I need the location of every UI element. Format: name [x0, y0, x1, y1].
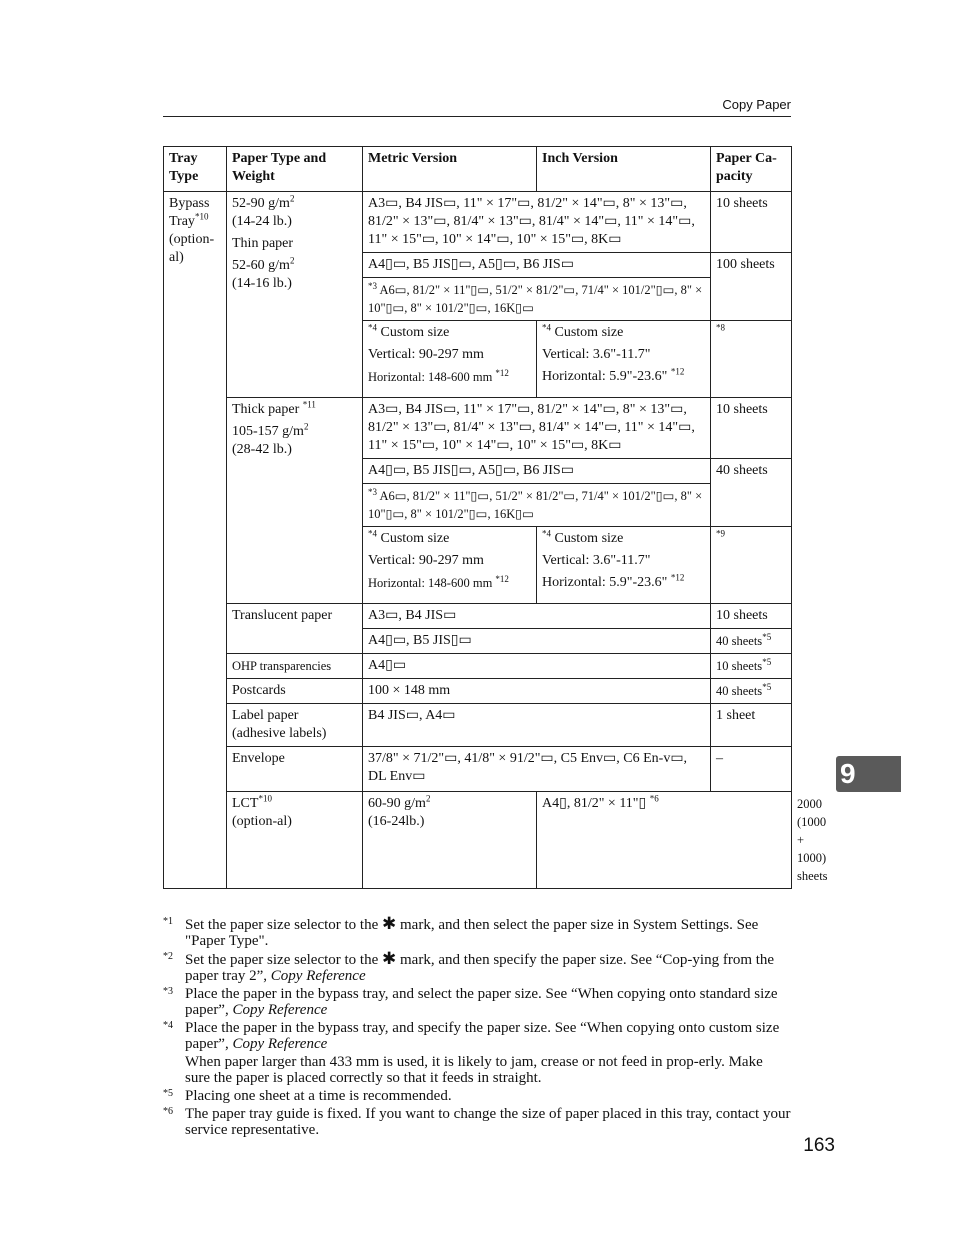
capacity-cell: 1 sheet	[711, 704, 792, 747]
metric-custom-cell: $^{*4}$ Custom size Vertical: 90-297 mm Horizontal: 148-600 mm $^{*12}$	[363, 321, 537, 398]
size-cell: A3▭, B4 JIS▭, 11" × 17"▭, 81/2" × 14"▭, 8" × 13"▭, 81/2" × 13"▭, 81/4" × 13"▭, 81/4" × 14"▭, 11" × 14"▭, 11" × 15"▭, 10" × 14"▭, 10" × 15"▭, 8K▭	[363, 192, 711, 253]
size-cell: A4▯▭, B5 JIS▯▭, A5▯▭, B6 JIS▭	[363, 253, 711, 278]
inch-custom-cell: $^{*4}$ Custom size Vertical: 3.6"-11.7" Horizontal: 5.9"-23.6" $^{*12}$	[537, 527, 711, 604]
paper-type-postcards: Postcards	[227, 679, 363, 704]
col-header-paper-type: Paper Type and Weight	[227, 147, 363, 192]
paper-type-thin: 52-90 $g/m^2$ (14-24 lb.) Thin paper 52-60 $g/m^2$ (14-16 lb.)	[227, 192, 363, 398]
paper-spec-table	[163, 146, 828, 889]
footnote: *2 Set the paper size selector to the ✱ mark, and then specify the paper size. See “Cop-ying from the paper tray 2”, Copy Reference	[163, 949, 775, 984]
footnote: *3 Place the paper in the bypass tray, and select the paper size. See “When copying onto standard size paper”, Copy Reference	[163, 986, 778, 1018]
paper-type-envelope: Envelope	[227, 747, 363, 792]
paper-type-ohp: OHP transparencies	[227, 654, 363, 679]
capacity-cell: 10 sheets	[711, 398, 792, 459]
footnote: *4 Place the paper in the bypass tray, and specify the paper size. See “When copying onto custom size paper”, Copy Reference	[163, 1020, 780, 1052]
capacity-cell: 40 sheets$^{*5}$	[711, 679, 792, 704]
capacity-cell: 10 sheets$^{*5}$	[711, 654, 792, 679]
table-row	[164, 604, 792, 629]
metric-custom-cell: $^{*4}$ Custom size Vertical: 90-297 mm Horizontal: 148-600 mm $^{*12}$	[363, 527, 537, 604]
table-row	[164, 679, 792, 704]
size-cell: 37/8" × 71/2"▭, 41/8" × 91/2"▭, C5 Env▭, C6 En-v▭, DL Env▭	[363, 747, 711, 792]
capacity-cell: 10 sheets	[711, 604, 792, 629]
capacity-cell: *8	[711, 321, 792, 398]
section-badge: 9	[836, 756, 901, 792]
paper-type-label: Label paper (adhesive labels)	[227, 704, 363, 747]
capacity-cell: 40 sheets$^{*5}$	[711, 629, 792, 654]
page-number: 163	[803, 1135, 835, 1156]
footnotes	[163, 916, 791, 1140]
size-cell: A4▯, 81/2" × 11"▯ $^{*6}$	[537, 792, 792, 889]
tray-cell-bypass: Bypass Tray$^{*10}$ (option-al)	[164, 192, 227, 889]
col-header-metric: Metric Version	[363, 147, 537, 192]
col-header-capacity: Paper Ca-pacity	[711, 147, 792, 192]
paper-type-translucent: Translucent paper	[227, 604, 363, 654]
table-row	[164, 398, 792, 459]
asterisk-selector-icon: ✱	[382, 914, 397, 934]
size-cell: A4▯▭, B5 JIS▯▭	[363, 629, 711, 654]
table-row: LCT$^{*10}$ (option-al) 60-90 $g/m^2$ (16-24lb.) A4▯, 81/2" × 11"▯ $^{*6}$ 2000 (1000 + 1000) sheets	[164, 792, 792, 889]
footnote: *1 Set the paper size selector to the ✱ mark, and then select the paper size in System Settings. See "Paper Type".	[163, 914, 759, 949]
capacity-cell: 10 sheets	[711, 192, 792, 253]
size-cell: B4 JIS▭, A4▭	[363, 704, 711, 747]
table-row	[164, 704, 792, 747]
size-cell: $^{*3}$ A6▭, 81/2" × 11"▯▭, 51/2" × 81/2"▭, 71/4" × 101/2"▯▭, 8" × 10"▯▭, 8" × 101/2"▯▭, 16K▯▭	[363, 484, 711, 527]
footnote: *6 The paper tray guide is fixed. If you want to change the size of paper placed in this tray, contact your service representative.	[163, 1106, 791, 1138]
size-cell: $^{*3}$ A6▭, 81/2" × 11"▯▭, 51/2" × 81/2"▭, 71/4" × 101/2"▯▭, 8" × 10"▯▭, 8" × 101/2"▯▭, 16K▯▭	[363, 278, 711, 321]
running-header	[163, 96, 791, 117]
size-cell: 100 × 148 mm	[363, 679, 711, 704]
col-header-inch: Inch Version	[537, 147, 711, 192]
table-row	[164, 747, 792, 792]
footnote: *5 Placing one sheet at a time is recommended.	[163, 1088, 452, 1104]
size-cell: A4▯▭, B5 JIS▯▭, A5▯▭, B6 JIS▭	[363, 459, 711, 484]
capacity-cell: –	[711, 747, 792, 792]
capacity-cell: 100 sheets	[711, 253, 792, 321]
capacity-cell: 40 sheets	[711, 459, 792, 527]
tray-cell-lct: LCT$^{*10}$ (option-al)	[227, 792, 363, 889]
asterisk-selector-icon: ✱	[382, 949, 397, 969]
paper-type-lct: 60-90 $g/m^2$ (16-24lb.)	[363, 792, 537, 889]
size-cell: A3▭, B4 JIS▭, 11" × 17"▭, 81/2" × 14"▭, 8" × 13"▭, 81/2" × 13"▭, 81/4" × 13"▭, 81/4" × 14"▭, 11" × 14"▭, 11" × 15"▭, 10" × 14"▭, 10" × 15"▭, 8K▭	[363, 398, 711, 459]
size-cell: A4▯▭	[363, 654, 711, 679]
table-row	[164, 192, 792, 253]
table-row	[164, 654, 792, 679]
size-cell: A3▭, B4 JIS▭	[363, 604, 711, 629]
paper-type-thick: Thick paper $^{*11}$ 105-157 $g/m^2$ (28-42 lb.)	[227, 398, 363, 604]
col-header-tray: Tray Type	[164, 147, 227, 192]
header-title: Copy Paper	[722, 97, 791, 112]
inch-custom-cell: $^{*4}$ Custom size Vertical: 3.6"-11.7" Horizontal: 5.9"-23.6" $^{*12}$	[537, 321, 711, 398]
footnote: When paper larger than 433 mm is used, it is likely to jam, crease or not feed in prop-erly. Make sure the paper is placed correctly so that it feeds in straight.	[185, 1054, 763, 1086]
table-header-row	[164, 147, 792, 192]
capacity-cell: *9	[711, 527, 792, 604]
